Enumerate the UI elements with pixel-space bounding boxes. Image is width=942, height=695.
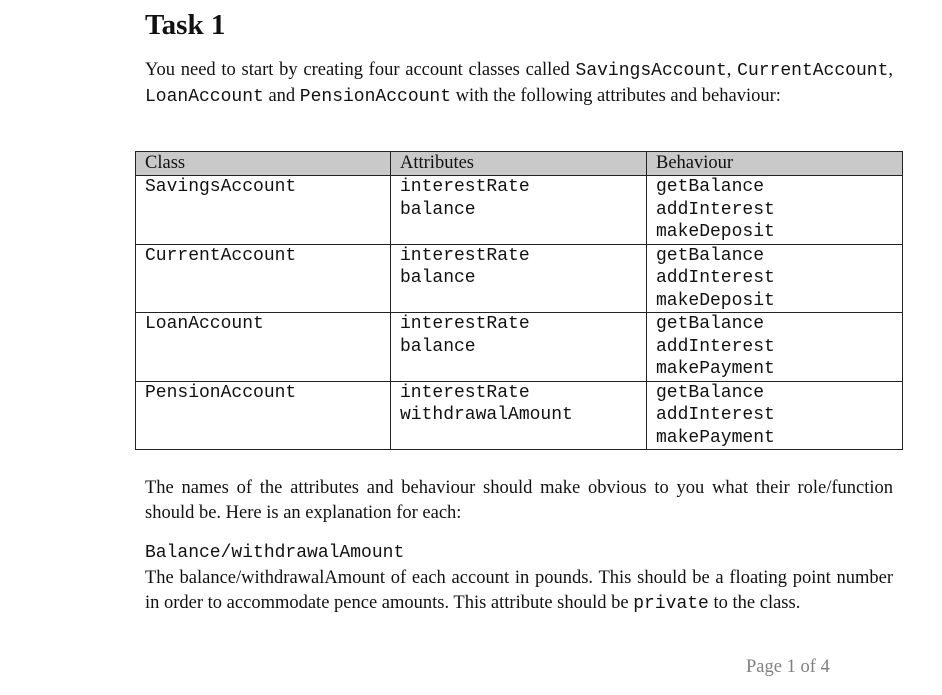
- header-attributes: Attributes: [391, 152, 647, 176]
- behaviour-cell: [647, 381, 903, 450]
- attribute-item: balance: [400, 268, 476, 288]
- intro-text: You need to start by creating four account classes called: [145, 60, 576, 80]
- attribute-item: balance: [400, 336, 476, 357]
- attribute-item: interestRate: [400, 314, 530, 334]
- balance-desc-text-end: to the class.: [708, 592, 801, 613]
- behaviour-item: addInterest: [656, 405, 775, 425]
- attribute-item: interestRate: [400, 177, 530, 197]
- behaviour-item: makePayment: [656, 359, 775, 379]
- class-name: PensionAccount: [145, 382, 297, 403]
- explanation-paragraph: The names of the attributes and behaviour should make obvious to you what their role/function should be. Here is an explanation for each:: [145, 478, 893, 523]
- page-number: Page 1 of 4: [746, 657, 830, 677]
- behaviour-item: getBalance: [656, 382, 765, 403]
- behaviour-item: getBalance: [656, 314, 765, 334]
- intro-paragraph: [145, 58, 893, 109]
- balance-desc-text: The balance/withdrawalAmount of each account in pounds. This should be a floating point number in order to accommodate pence amounts. This attribute should be: [145, 568, 893, 613]
- table-row: [136, 381, 903, 450]
- behaviour-cell: [647, 244, 903, 313]
- behaviour-item: addInterest: [656, 268, 775, 288]
- task-title: Task 1: [145, 9, 226, 41]
- table-header-row: [136, 152, 903, 176]
- class-cell: [136, 244, 391, 313]
- class-name: LoanAccount: [145, 314, 264, 334]
- balance-description: [145, 566, 893, 616]
- class-cell: [136, 313, 391, 382]
- balance-heading: Balance/withdrawalAmount: [145, 543, 405, 563]
- behaviour-item: addInterest: [656, 336, 775, 357]
- class-name: CurrentAccount: [145, 245, 297, 266]
- table-row: [136, 313, 903, 382]
- behaviour-item: getBalance: [656, 245, 765, 266]
- behaviour-cell: [647, 176, 903, 245]
- attributes-cell: [391, 381, 647, 450]
- behaviour-item: makeDeposit: [656, 290, 775, 311]
- behaviour-item: makePayment: [656, 427, 775, 448]
- intro-separator: ,: [726, 60, 738, 80]
- class-cell: [136, 176, 391, 245]
- account-classes-table: [135, 151, 903, 450]
- intro-text-end: with the following attributes and behaviour:: [451, 85, 781, 106]
- attributes-cell: [391, 176, 647, 245]
- class-cell: [136, 381, 391, 450]
- private-keyword: private: [633, 593, 709, 614]
- class-name: SavingsAccount: [145, 177, 297, 197]
- intro-separator: and: [263, 85, 300, 106]
- class-name-savings: SavingsAccount: [575, 61, 727, 81]
- header-behaviour: Behaviour: [647, 152, 903, 176]
- class-name-pension: PensionAccount: [299, 86, 452, 107]
- attributes-cell: [391, 313, 647, 382]
- class-name-loan: LoanAccount: [145, 86, 264, 107]
- behaviour-item: makeDeposit: [656, 222, 775, 242]
- intro-separator: ,: [888, 60, 893, 80]
- class-name-current: CurrentAccount: [737, 61, 889, 81]
- behaviour-cell: [647, 313, 903, 382]
- attribute-item: withdrawalAmount: [400, 405, 573, 425]
- behaviour-item: addInterest: [656, 199, 775, 220]
- attributes-cell: [391, 244, 647, 313]
- behaviour-item: getBalance: [656, 177, 765, 197]
- attribute-item: interestRate: [400, 245, 530, 266]
- table-row: [136, 176, 903, 245]
- header-class: Class: [136, 152, 391, 176]
- attribute-item: interestRate: [400, 382, 530, 403]
- table-row: [136, 244, 903, 313]
- attribute-item: balance: [400, 199, 476, 220]
